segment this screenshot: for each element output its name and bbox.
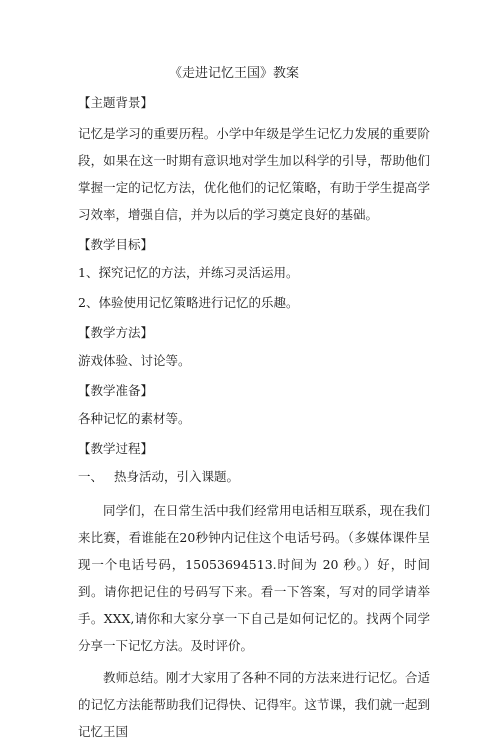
- section-heading-goals: 【教学目标】: [78, 237, 154, 252]
- goal-item-2: 2、体验使用记忆策略进行记忆的乐趣。: [78, 295, 299, 310]
- section-heading-preparation: 【教学准备】: [78, 383, 154, 398]
- section-heading-process: 【教学过程】: [78, 441, 154, 456]
- goal-item-1: 1、探究记忆的方法，并练习灵活运用。: [78, 265, 299, 280]
- document-title: 《走进记忆王国》教案: [168, 66, 299, 81]
- methods-text: 游戏体验、讨论等。: [78, 353, 191, 368]
- process-step-text: 热身活动，引入课题。: [114, 469, 240, 484]
- section-heading-methods: 【教学方法】: [78, 325, 154, 340]
- preparation-text: 各种记忆的素材等。: [78, 411, 191, 426]
- process-step-number: 一、: [78, 469, 104, 484]
- background-paragraph: 记忆是学习的重要历程。小学中年级是学生记忆力发展的重要阶段，如果在这一时期有意识地对学生加以科学的引导，帮助他们掌握一定的记忆方法，优化他们的记忆策略，有助于学生提高学习效率，增强自信，并为以后的学习奠定良好的基础。: [78, 126, 430, 222]
- process-step-1: [78, 466, 430, 488]
- process-paragraph-1: 同学们，在日常生活中我们经常用电话相互联系，现在我们来比赛，看谁能在20秒钟内记住这个电话号码。（多媒体课件呈现一个电话号码，15053694513.时间为 20 秒。）好，时间到。请你把记住的号码写下来。看一下答案，写对的同学请举手。XXX,请你和大家分享一下自己是如何记忆的。找两个同学分享一下记忆方法。及时评价。: [78, 503, 430, 653]
- process-paragraph-2: 教师总结。刚才大家用了各种不同的方法来进行记忆。合适的记忆方法能帮助我们记得快、记得牢。这节课，我们就一起到记忆王国: [78, 670, 430, 739]
- section-heading-background: 【主题背景】: [78, 95, 154, 110]
- document-body: [78, 92, 430, 750]
